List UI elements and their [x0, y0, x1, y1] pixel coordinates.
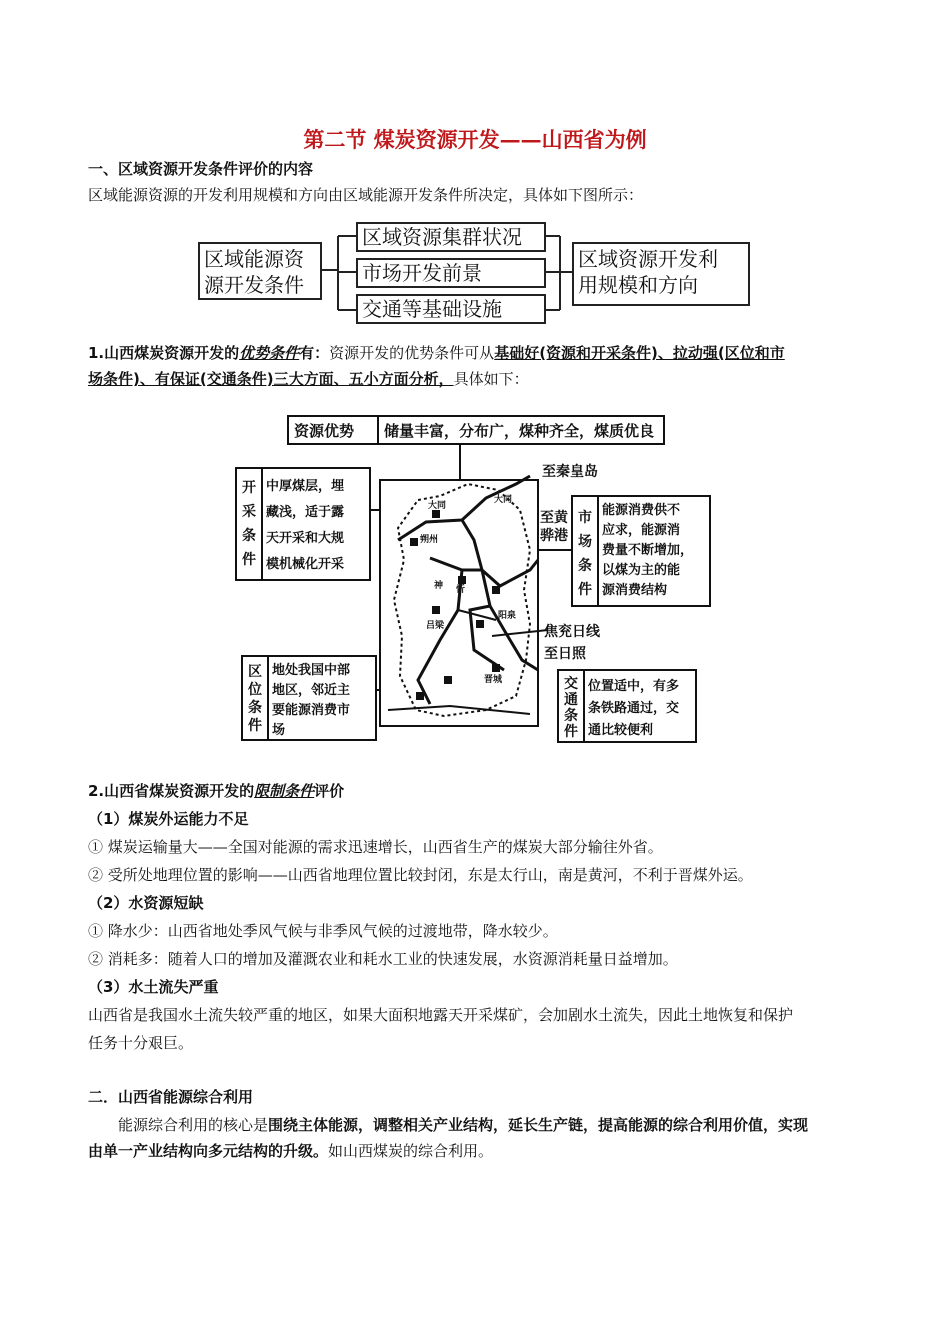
- diagram-left-line1: 区域能源资: [204, 247, 304, 271]
- map-city-lvliang: 吕梁: [426, 621, 445, 631]
- advantage-italic: 优势条件: [239, 344, 300, 362]
- diagram-connectors: [0, 0, 950, 340]
- map-city-shen: 神: [434, 581, 444, 591]
- section3-bold-1: 围绕主体能源，调整相关产业结构，延长生产链，提高能源的综合利用价值，实现: [268, 1116, 809, 1134]
- map-rb-label-char: 交: [564, 676, 578, 692]
- map-top-text: 储量丰富，分布广，煤种齐全，煤质优良: [384, 422, 655, 440]
- map-lb-text-line: 地区，邻近主: [272, 683, 351, 698]
- map-city-marker: [458, 576, 466, 584]
- map-route-rizhao-2: 至日照: [544, 646, 586, 662]
- limitation-suffix: 评价: [314, 782, 345, 800]
- section1-heading: 一、区域资源开发条件评价的内容: [88, 160, 314, 178]
- map-route-qinhuangdao: 至秦皇岛: [542, 464, 598, 480]
- map-lt-text-line: 藏浅，适于露: [266, 505, 345, 520]
- map-city-shuozhou: 朔州: [420, 535, 439, 545]
- map-lb-label-char: 件: [248, 718, 262, 734]
- diagram-left-line2: 源开发条件: [204, 273, 304, 297]
- map-rb-label-char: 件: [564, 724, 578, 740]
- map-left-bottom-text: [272, 662, 350, 738]
- section3-prefix: 能源综合利用的核心是: [118, 1116, 269, 1134]
- limitation-italic: 限制条件: [254, 782, 315, 800]
- map-city-marker: [416, 692, 424, 700]
- diagram-right-line2: 用规模和方向: [578, 273, 698, 297]
- page-title: 第二节 煤炭资源开发——山西省为例: [303, 127, 647, 152]
- map-city-marker: [476, 620, 484, 628]
- diagram-right-box: [572, 242, 750, 306]
- map-city-marker: [410, 538, 418, 546]
- map-lt-label-char: 条: [242, 528, 256, 544]
- limitation-sub1-b: ② 受所处地理位置的影响——山西省地理位置比较封闭，东是太行山，南是黄河，不利于晋煤外运。: [88, 866, 753, 884]
- map-city-marker: [432, 606, 440, 614]
- map-rb-text-line: 位置适中，有多: [588, 679, 680, 694]
- diagram-mid-box-1: 区域资源集群状况: [356, 222, 546, 252]
- section3-end: 如山西煤炭的综合利用。: [328, 1142, 494, 1160]
- advantage-end: 具体如下：: [453, 370, 529, 388]
- map-rt-label-char: 市: [578, 510, 592, 526]
- map-right-top-label: [578, 509, 592, 598]
- diagram-right-line1: 区域资源开发利: [578, 247, 718, 271]
- limitation-sub2-a: ① 降水少：山西省地处季风气候与非季风气候的过渡地带，降水较少。: [88, 922, 558, 940]
- map-city-marker: [492, 586, 500, 594]
- limitation-sub2-b: ② 消耗多：随着人口的增加及灌溉农业和耗水工业的快速发展，水资源消耗量日益增加。: [88, 950, 678, 968]
- advantage-underlined-2: 场条件)、有保证(交通条件)三大方面、五小方面分析，: [88, 370, 454, 388]
- map-lt-text-line: 中厚煤层，埋: [266, 479, 345, 494]
- map-lb-label-char: 位: [248, 682, 262, 698]
- section3-paragraph: [88, 1112, 878, 1164]
- map-left-top-label: [242, 480, 256, 568]
- map-rb-label-char: 通: [564, 692, 578, 708]
- map-rt-text-line: 应求，能源消: [602, 523, 681, 538]
- advantage-underlined-1: 基础好(资源和开采条件)、拉动强(区位和市: [494, 344, 785, 362]
- map-city-jincheng: 晋城: [484, 675, 503, 685]
- section3-heading: 二．山西省能源综合利用: [88, 1088, 254, 1106]
- advantage-suffix: 有：: [299, 344, 330, 362]
- diagram-mid-box-3: 交通等基础设施: [356, 294, 546, 324]
- map-city-marker: [492, 664, 500, 672]
- map-city-yangquan: 阳泉: [498, 611, 517, 621]
- advantage-paragraph: [88, 340, 878, 392]
- map-lb-text-line: 要能源消费市: [272, 703, 351, 718]
- map-left-top-text: [266, 478, 344, 572]
- limitation-sub3-line2: 任务十分艰巨。: [88, 1034, 194, 1052]
- limitation-sub1-a: ① 煤炭运输量大——全国对能源的需求迅速增长，山西省生产的煤炭大部分输往外省。: [88, 838, 663, 856]
- map-rb-text-line: 条铁路通过，交: [588, 701, 680, 716]
- map-rb-text-line: 通比较便利: [588, 723, 654, 738]
- shanxi-map-figure: [230, 410, 720, 746]
- map-right-bottom-label: [564, 675, 578, 740]
- map-left-bottom-label: [247, 664, 262, 734]
- map-rt-label-char: 条: [578, 558, 592, 574]
- diagram-left-box: [198, 242, 322, 300]
- map-rb-label-char: 条: [564, 708, 578, 724]
- map-lt-text-line: 模机械化开采: [266, 557, 345, 572]
- section1-intro: 区域能源资源的开发利用规模和方向由区域能源开发条件所决定，具体如下图所示：: [88, 186, 644, 204]
- map-rt-text-line: 源消费结构: [602, 583, 668, 598]
- map-lt-label-char: 开: [242, 480, 256, 496]
- map-city-datong: 大同: [428, 501, 447, 511]
- map-lt-text-line: 天开采和大规: [266, 531, 345, 546]
- map-rt-label-char: 场: [578, 534, 592, 550]
- advantage-prefix: 1.山西煤炭资源开发的: [88, 344, 240, 362]
- map-top-label: 资源优势: [294, 422, 355, 440]
- section3-bold-2: 由单一产业结构向多元结构的升级。: [88, 1142, 329, 1160]
- map-lb-text-line: 地处我国中部: [272, 663, 351, 678]
- map-route-huanghua-2: 骅港: [540, 528, 568, 544]
- advantage-text: 资源开发的优势条件可从: [329, 344, 495, 362]
- map-city-marker: [432, 510, 440, 518]
- map-right-bottom-text: [587, 678, 679, 738]
- map-city-xin: 忻: [456, 585, 466, 595]
- limitation-heading: [88, 778, 344, 804]
- map-rt-text-line: 能源消费供不: [602, 503, 681, 518]
- map-route-huanghua-1: 至黄: [540, 510, 568, 526]
- map-lb-label-char: 区: [248, 664, 262, 680]
- map-lb-text-line: 场: [272, 723, 286, 738]
- map-river: 大同: [494, 495, 513, 505]
- map-rt-label-char: 件: [578, 582, 592, 598]
- limitation-sub1: （1）煤炭外运能力不足: [88, 810, 249, 828]
- map-lb-label-char: 条: [248, 700, 262, 716]
- map-rt-text-line: 以煤为主的能: [602, 563, 681, 578]
- limitation-sub3-line1: 山西省是我国水土流失较严重的地区，如果大面积地露天开采煤矿，会加剧水土流失，因此土地恢复和保护: [88, 1006, 794, 1024]
- map-city-marker: [444, 676, 452, 684]
- map-route-rizhao-1: 焦兖日线: [544, 624, 600, 640]
- map-lt-label-char: 件: [242, 552, 256, 568]
- diagram-mid-box-2: 市场开发前景: [356, 258, 546, 288]
- limitation-prefix: 2.山西省煤炭资源开发的: [88, 782, 255, 800]
- map-right-top-text: [602, 502, 693, 598]
- limitation-sub3: （3）水土流失严重: [88, 978, 219, 996]
- map-lt-label-char: 采: [242, 504, 256, 520]
- limitation-sub2: （2）水资源短缺: [88, 894, 204, 912]
- map-rt-text-line: 费量不断增加，: [602, 543, 694, 558]
